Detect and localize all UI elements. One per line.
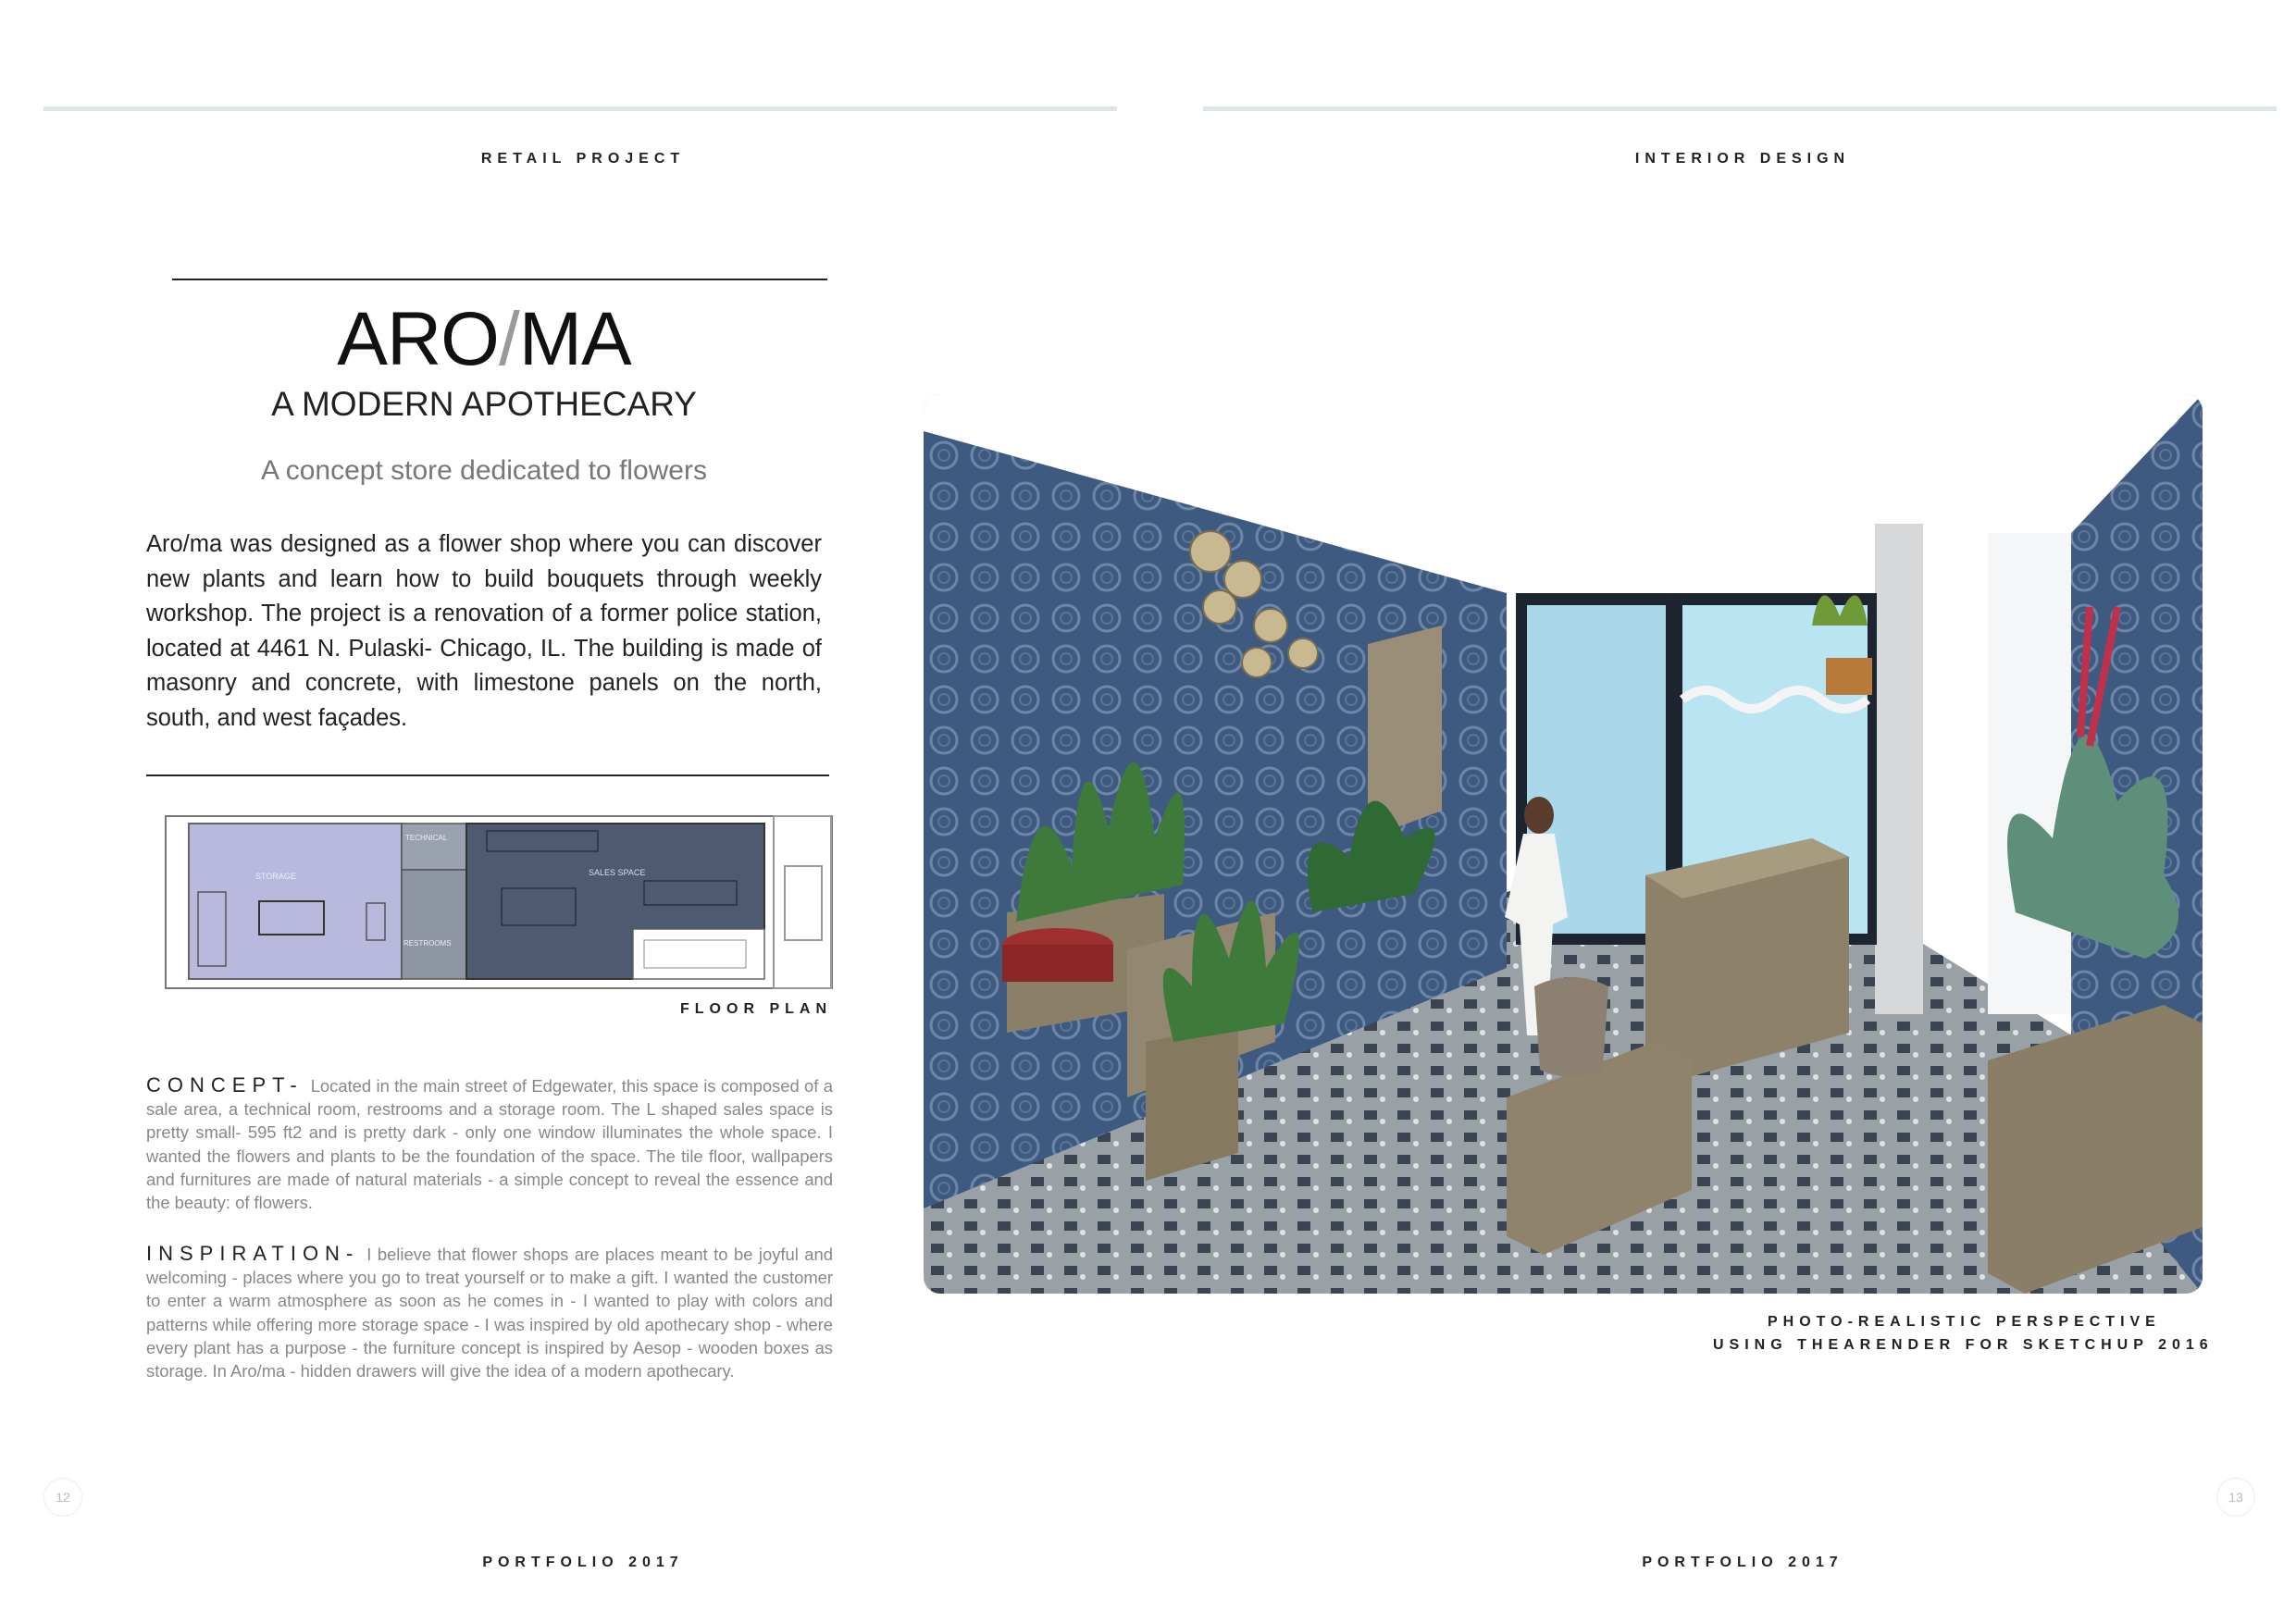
footer-left: PORTFOLIO 2017: [482, 1555, 684, 1570]
floor-plan-drawing: [163, 811, 838, 996]
render-caption-line1: PHOTO-REALISTIC PERSPECTIVE: [1768, 1314, 2161, 1330]
concept-text: Located in the main street of Edgewater, this space is composed of a sale area, a technical room, restrooms and a storage room. The L shaped sales space is pretty small- 595 ft2 and is pretty dark - only one window illuminates the whole space. I wanted the flowers and plants to be the foundation of the space. The tile floor, wallpapers and furnitures are made of natural materials - a simple concept to reveal the essence and the beauty: of flowers.: [146, 1076, 833, 1213]
inspiration-text: I believe that flower shops are places meant to be joyful and welcoming - places where you go to treat yourself or to make a gift. I wanted the customer to enter a warm atmosphere as soon as he comes in - I wanted to play with colors and patterns while offering more storage space - I was inspired by old apothecary shop - where every plant has a purpose - the furniture concept is inspired by Aesop - wooden boxes as storage. In Aro/ma - hidden drawers will give the idea of a modern apothecary.: [146, 1245, 833, 1381]
inspiration-block: [146, 1242, 833, 1382]
footer-right: PORTFOLIO 2017: [1642, 1555, 1843, 1570]
top-rule-right: [1203, 106, 2277, 111]
floor-plan-caption: FLOOR PLAN: [680, 1001, 832, 1017]
title-top-rule: [172, 279, 827, 280]
plan-label-technical: TECHNICAL: [405, 834, 448, 842]
top-rule-left: [43, 106, 1117, 111]
running-head-left: RETAIL PROJECT: [480, 151, 686, 167]
inspiration-heading: INSPIRATION-: [146, 1242, 360, 1265]
page-title: ARO/MA: [337, 297, 631, 381]
concept-block: [146, 1073, 833, 1214]
plan-label-sales: SALES SPACE: [589, 868, 646, 877]
intro-paragraph: Aro/ma was designed as a flower shop where you can discover new plants and learn how to build bouquets through weekly workshop. The project is a renovation of a former police station, located at 4461 N. Pulaski- Chicago, IL. The building is made of masonry and concrete, with limestone panels on the north, south, and west façades.: [146, 531, 822, 731]
perspective-render: [924, 394, 2203, 1294]
render-caption-line2: USING THEARENDER FOR SKETCHUP 2016: [1713, 1337, 2214, 1353]
plan-restrooms: [402, 870, 466, 979]
plan-technical-room: [402, 824, 466, 870]
tagline: A concept store dedicated to flowers: [261, 455, 707, 486]
running-head-right: INTERIOR DESIGN: [1634, 151, 1851, 167]
concept-heading: CONCEPT-: [146, 1073, 304, 1096]
plan-label-storage: STORAGE: [255, 872, 296, 881]
page-number-right: 13: [2216, 1478, 2255, 1517]
page-number-left: 12: [43, 1478, 82, 1517]
intro-bottom-rule: [146, 774, 829, 776]
page-subtitle: A MODERN APOTHECARY: [271, 385, 697, 423]
plan-label-restrooms: RESTROOMS: [403, 939, 452, 948]
